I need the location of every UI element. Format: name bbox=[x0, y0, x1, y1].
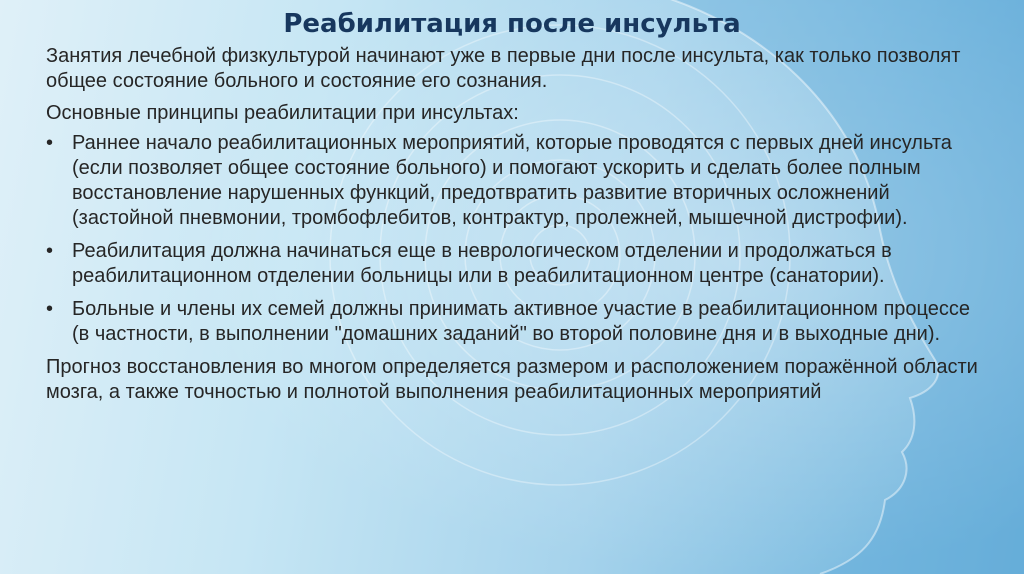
list-item bbox=[46, 131, 986, 231]
slide-title: Реабилитация после инсульта bbox=[283, 9, 741, 39]
list-item bbox=[46, 239, 986, 289]
slide-content bbox=[46, 44, 986, 405]
list-item-text: Больные и члены их семей должны принимать активное участие в реабилитационном процессе (в частности, в выполнении "домашних заданий" во второй половине дня и в выходные дни). bbox=[72, 298, 971, 345]
list-item-text: Раннее начало реабилитационных мероприятий, которые проводятся с первых дней инсульта (если позволяет общее состояние больного) и помогают ускорить и сделать более полным восстановление нарушенных функций, предотвратить развитие вторичных осложнений (застойной пневмонии, тромбофлебитов, контрактур, пролежней, мышечной дистрофии). bbox=[72, 132, 952, 229]
intro-paragraph: Занятия лечебной физкультурой начинают уже в первые дни после инсульта, как только позволят общее состояние больного и состояние его сознания. bbox=[46, 45, 961, 92]
prognosis-paragraph: Прогноз восстановления во многом определяется размером и расположением поражённой области мозга, а также точностью и полнотой выполнения реабилитационных мероприятий bbox=[46, 356, 978, 403]
list-item-text: Реабилитация должна начинаться еще в неврологическом отделении и продолжаться в реабилитационном отделении больницы или в реабилитационном центре (санатории). bbox=[72, 240, 892, 287]
principles-heading: Основные принципы реабилитации при инсультах: bbox=[46, 102, 519, 124]
bullet-icon: • bbox=[46, 132, 54, 154]
list-item bbox=[46, 297, 986, 347]
bullet-icon: • bbox=[46, 298, 54, 320]
principles-list bbox=[46, 131, 986, 347]
bullet-icon: • bbox=[46, 240, 54, 262]
